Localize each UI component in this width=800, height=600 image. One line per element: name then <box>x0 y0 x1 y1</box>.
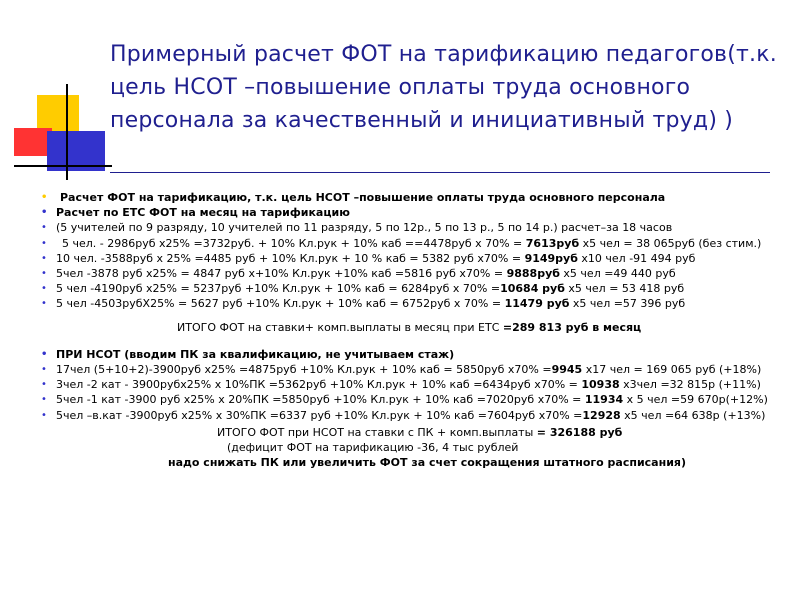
slide-title: Примерный расчет ФОТ на тарификацию педагогов(т.к. цель НСОТ –повышение оплаты труда основного персонала за качественный и инициативный труд) ) <box>110 42 777 133</box>
line-calc-9: • 5 чел. - 2986руб х25% =3732руб. + 10% Кл.рук + 10% каб ==4478руб х 70% = 7613руб х5 чел = 38 065руб (без стим.) <box>52 237 792 250</box>
line-nsot-cat1: • 5чел -1 кат -3900 руб х25% х 20%ПК =5850руб +10% Кл.рук + 10% каб =7020руб х70% = 11934 х 5 чел =59 670р(+12%) <box>52 393 792 406</box>
line-ets-header: • Расчет по ЕТС ФОТ на месяц на тарификацию <box>52 206 792 219</box>
line-teachers-list: • (5 учителей по 9 разряду, 10 учителей по 11 разряду, 5 по 12р., 5 по 13 р., 5 по 14 р.) расчет–за 18 часов <box>52 221 792 234</box>
decor-horizontal-line <box>14 165 112 167</box>
title-underline <box>110 172 770 173</box>
slide-content <box>52 191 792 471</box>
line-calc-11: • 10 чел. -3588руб х 25% =4485 руб + 10% Кл.рук + 10 % каб = 5382 руб х70% = 9149руб х10 чел -91 494 руб <box>52 252 792 265</box>
line-nsot-cat-high: • 5чел –в.кат -3900руб х25% х 30%ПК =6337 руб +10% Кл.рук + 10% каб =7604руб х70% =12928 х5 чел =64 638р (+13%) <box>52 409 792 422</box>
line-nsot-no-cat: • 17чел (5+10+2)-3900руб х25% =4875руб +10% Кл.рук + 10% каб = 5850руб х70% =9945 х17 чел = 169 065 руб (+18%) <box>52 363 792 376</box>
line-calc-13: • 5 чел -4190руб х25% = 5237руб +10% Кл.рук + 10% каб = 6284руб х 70% =10684 руб х5 чел = 53 418 руб <box>52 282 792 295</box>
line-nsot-header: • ПРИ НСОТ (вводим ПК за квалификацию, не учитываем стаж) <box>52 348 792 361</box>
line-nsot-cat2: • 3чел -2 кат - 3900рубх25% х 10%ПК =5362руб +10% Кл.рук + 10% каб =6434руб х70% = 10938 х3чел =32 815р (+11%) <box>52 378 792 391</box>
line-calc-14: • 5 чел -4503рубХ25% = 5627 руб +10% Кл.рук + 10% каб = 6752руб х 70% = 11479 руб х5 чел =57 396 руб <box>52 297 792 310</box>
line-calc-12: • 5чел -3878 руб х25% = 4847 руб х+10% Кл.рук +10% каб =5816 руб х70% = 9888руб х5 чел =49 440 руб <box>52 267 792 280</box>
line-fot-tarification: • Расчет ФОТ на тарификацию, т.к. цель НСОТ –повышение оплаты труда основного персонала <box>52 191 792 204</box>
deficit-note: (дефицит ФОТ на тарификацию -36, 4 тыс рублей <box>227 441 519 455</box>
total-nsot: ИТОГО ФОТ при НСОТ на ставки с ПК + комп.выплаты = 326188 руб <box>217 425 623 439</box>
total-ets: ИТОГО ФОТ на ставки+ комп.выплаты в месяц при ЕТС =289 813 руб в месяц <box>177 320 642 334</box>
conclusion-note: надо снижать ПК или увеличить ФОТ за счет сокращения штатного расписания) <box>168 456 687 470</box>
